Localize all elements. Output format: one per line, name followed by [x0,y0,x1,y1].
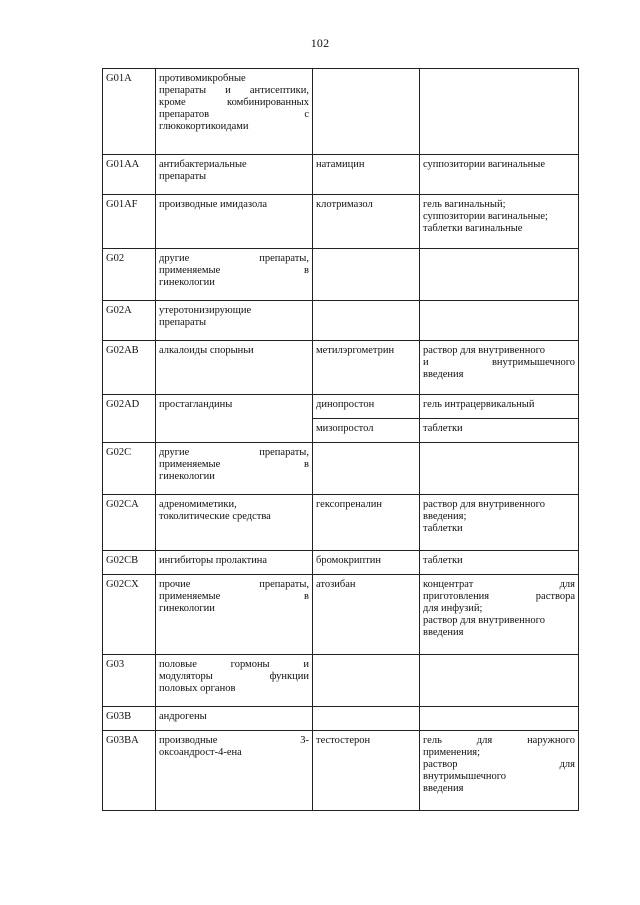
dosage-form-line: введения [423,369,464,380]
group-name-line: противомикробные [159,73,246,84]
drug-name-cell: натамицин [313,155,420,195]
group-name-cell [156,301,313,341]
group-name-cell [156,495,313,551]
table-row [103,155,579,195]
drug-name-cell [313,301,420,341]
group-name-line: препараты [159,317,207,328]
group-name-line: глюкокортикоидами [159,121,249,132]
atc-code-cell: G01A [103,69,156,155]
drug-name-cell [313,249,420,301]
drug-name-cell: гексопреналин [313,495,420,551]
group-name-line: препараты [159,171,207,182]
medication-table [102,68,579,811]
dosage-form-cell [420,249,579,301]
dosage-form-line: раствор для внутривенного [423,615,545,626]
group-name-cell [156,575,313,655]
dosage-form-cell [420,301,579,341]
dosage-form-cell [420,341,579,395]
group-name-line: половые гормоны и [159,659,309,670]
table-row [103,69,579,155]
drug-name-cell: тестостерон [313,731,420,811]
dosage-form-cell [420,551,579,575]
atc-code-cell: G03 [103,655,156,707]
group-name-cell [156,655,313,707]
drug-name-cell: клотримазол [313,195,420,249]
atc-code-cell: G02CA [103,495,156,551]
group-name-line: токолитические средства [159,511,271,522]
group-name-line: применяемые в [159,265,309,276]
dosage-form-line: раствор для [423,759,575,770]
atc-code-cell: G01AF [103,195,156,249]
group-name-line: препаратов с [159,109,309,120]
dosage-form-line: таблетки [423,423,463,434]
drug-name-cell [313,443,420,495]
group-name-line: алкалоиды спорыньи [159,345,254,356]
dosage-form-line: гель вагинальный; [423,199,506,210]
dosage-form-cell [420,495,579,551]
atc-code-cell: G02CB [103,551,156,575]
drug-name-cell: мизопростол [313,419,420,443]
group-name-cell [156,443,313,495]
dosage-form-line: внутримышечного [423,771,507,782]
drug-name-cell: бромокриптин [313,551,420,575]
dosage-form-cell [420,443,579,495]
group-name-line: препараты и антисептики, [159,85,309,96]
dosage-form-line: таблетки [423,555,463,566]
group-name-line: утеротонизирующие [159,305,252,316]
group-name-cell [156,341,313,395]
dosage-form-line: и внутримышечного [423,357,575,368]
group-name-line: ингибиторы пролактина [159,555,268,566]
group-name-line: гинекологии [159,471,215,482]
group-name-line: модуляторы функции [159,671,309,682]
table-row [103,707,579,731]
group-name-line: применяемые в [159,591,309,602]
group-name-line: другие препараты, [159,253,309,264]
group-name-line: применяемые в [159,459,309,470]
dosage-form-line: применения; [423,747,481,758]
dosage-form-cell [420,419,579,443]
drug-name-cell: метилэргометрин [313,341,420,395]
atc-code-cell: G02AB [103,341,156,395]
table-row [103,341,579,395]
atc-code-cell: G02AD [103,395,156,443]
dosage-form-line: введения [423,783,464,794]
dosage-form-line: суппозитории вагинальные; [423,211,548,222]
dosage-form-line: таблетки вагинальные [423,223,523,234]
table-row [103,443,579,495]
group-name-cell [156,731,313,811]
table-row [103,301,579,341]
dosage-form-line: для инфузий; [423,603,483,614]
drug-name-cell: атозибан [313,575,420,655]
group-name-line: адреномиметики, [159,499,237,510]
atc-code-cell: G02 [103,249,156,301]
table-row [103,395,579,419]
table-row [103,495,579,551]
dosage-form-line: введения [423,627,464,638]
dosage-form-line: раствор для внутривенного [423,499,545,510]
dosage-form-line: гель интрацервикальный [423,399,535,410]
group-name-line: антибактериальные [159,159,247,170]
atc-code-cell: G02CX [103,575,156,655]
drug-name-cell [313,69,420,155]
drug-name-cell [313,655,420,707]
atc-code-cell: G01AA [103,155,156,195]
group-name-line: кроме комбинированных [159,97,309,108]
table-row [103,249,579,301]
page-number: 102 [310,36,330,50]
group-name-line: гинекологии [159,277,215,288]
dosage-form-cell [420,69,579,155]
dosage-form-line: концентрат для [423,579,575,590]
dosage-form-line: введения; [423,511,467,522]
table-row [103,655,579,707]
group-name-line: андрогены [159,711,207,722]
dosage-form-cell [420,395,579,419]
group-name-line: производные имидазола [159,199,268,210]
group-name-line: простагландины [159,399,233,410]
dosage-form-cell [420,707,579,731]
group-name-cell [156,155,313,195]
dosage-form-cell [420,155,579,195]
group-name-line: другие препараты, [159,447,309,458]
dosage-form-cell [420,731,579,811]
dosage-form-line: приготовления раствора [423,591,575,602]
table-row [103,731,579,811]
atc-code-cell: G03B [103,707,156,731]
atc-code-cell: G02A [103,301,156,341]
group-name-line: половых органов [159,683,236,694]
atc-code-cell: G02C [103,443,156,495]
atc-code-cell: G03BA [103,731,156,811]
group-name-cell [156,707,313,731]
dosage-form-line: гель для наружного [423,735,575,746]
dosage-form-cell [420,575,579,655]
dosage-form-line: суппозитории вагинальные [423,159,545,170]
group-name-cell [156,551,313,575]
table-body [103,69,579,811]
group-name-line: гинекологии [159,603,215,614]
group-name-cell [156,69,313,155]
group-name-line: производные 3- [159,735,309,746]
dosage-form-line: раствор для внутривенного [423,345,545,356]
table-row [103,551,579,575]
dosage-form-cell [420,655,579,707]
group-name-line: оксоандрост-4-ена [159,747,242,758]
drug-name-cell: динопростон [313,395,420,419]
dosage-form-cell [420,195,579,249]
table-row [103,195,579,249]
group-name-cell [156,395,313,443]
table-row [103,575,579,655]
dosage-form-line: таблетки [423,523,463,534]
group-name-cell [156,195,313,249]
group-name-line: прочие препараты, [159,579,309,590]
group-name-cell [156,249,313,301]
drug-name-cell [313,707,420,731]
